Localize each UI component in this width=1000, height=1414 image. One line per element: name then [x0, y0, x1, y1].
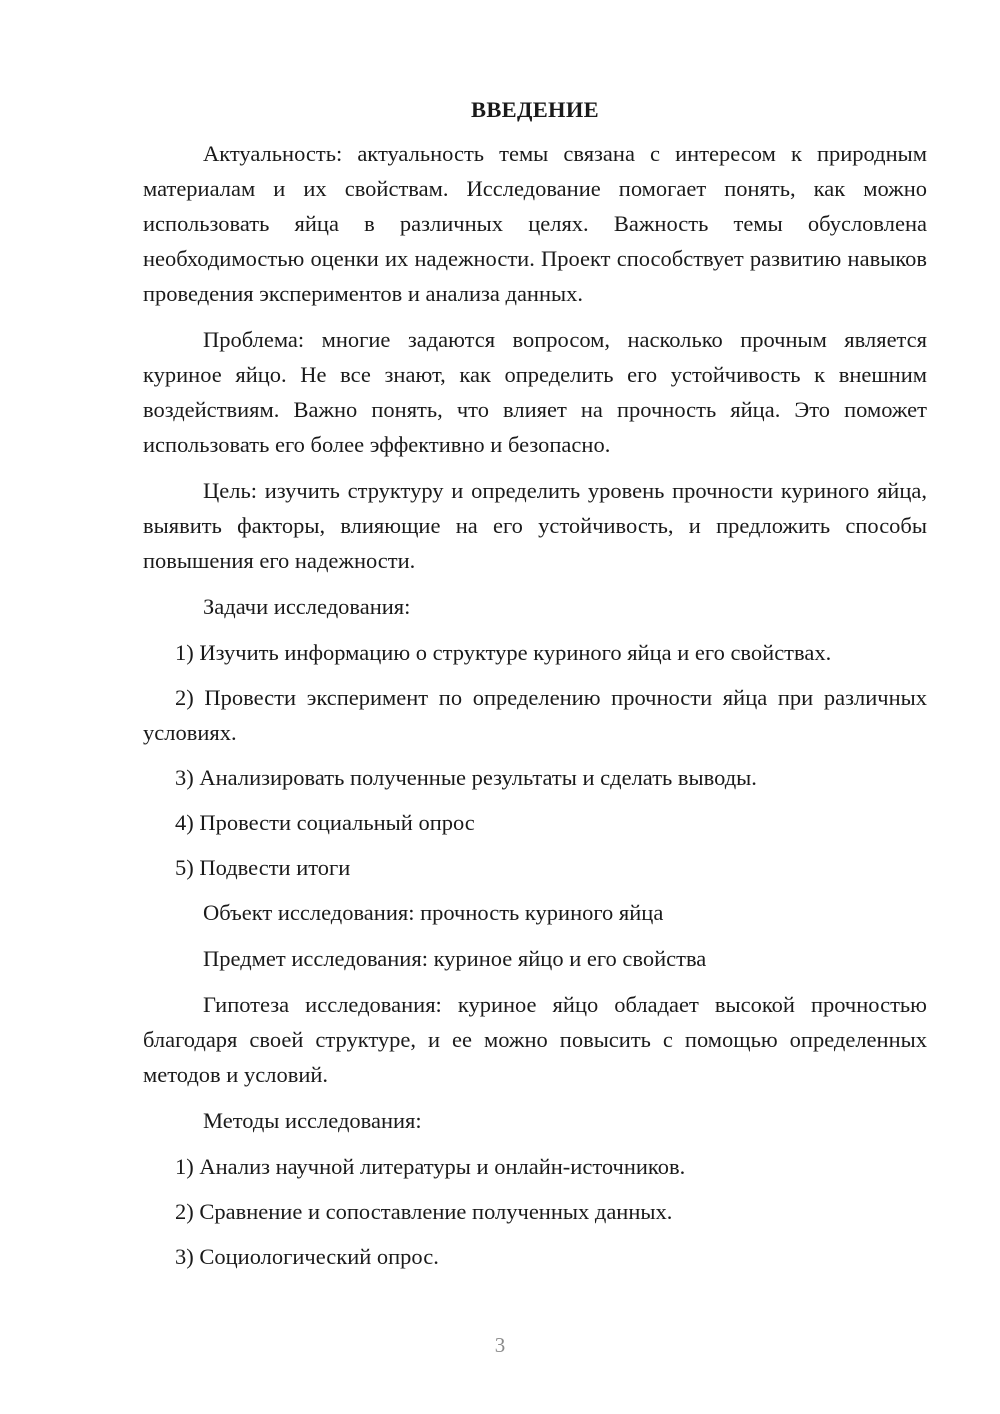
tasks-heading: Задачи исследования: [203, 594, 411, 619]
relevance-paragraph: Актуальность: актуальность темы связана с интересом к природным материалам и их свойствам. Исследование помогает понять, как можно использовать яйца в различных целях. Важность темы обусловлена необходимостью оценки их надежности. Проект способствует развитию навыков проведения экспериментов и анализа данных. [143, 141, 927, 306]
method-item: 3) Социологический опрос. [175, 1244, 439, 1269]
task-item: 4) Провести социальный опрос [175, 810, 475, 835]
page-number: 3 [494, 1333, 506, 1357]
subject-paragraph: Предмет исследования: куриное яйцо и его свойства [203, 946, 707, 971]
method-item: 2) Сравнение и сопоставление полученных данных. [175, 1199, 673, 1224]
hypothesis-paragraph: Гипотеза исследования: куриное яйцо обладает высокой прочностью благодаря своей структуре, и ее можно повысить с помощью определенных методов и условий. [143, 992, 927, 1087]
task-item: 2) Провести эксперимент по определению прочности яйца при различных условиях. [143, 685, 927, 745]
task-item: 1) Изучить информацию о структуре куриного яйца и его свойствах. [175, 640, 832, 665]
task-item: 3) Анализировать полученные результаты и сделать выводы. [175, 765, 757, 790]
problem-paragraph: Проблема: многие задаются вопросом, насколько прочным является куриное яйцо. Не все знают, как определить его устойчивость к внешним воздействиям. Важно понять, что влияет на прочность яйца. Это поможет использовать его более эффективно и безопасно. [143, 327, 927, 457]
method-item: 1) Анализ научной литературы и онлайн-источников. [175, 1154, 686, 1179]
page-content [143, 92, 927, 1284]
methods-heading: Методы исследования: [203, 1108, 422, 1133]
goal-paragraph: Цель: изучить структуру и определить уровень прочности куриного яйца, выявить факторы, влияющие на его устойчивость, и предложить способы повышения его надежности. [143, 478, 927, 573]
section-title: ВВЕДЕНИЕ [471, 97, 599, 122]
object-paragraph: Объект исследования: прочность куриного яйца [203, 900, 664, 925]
task-item: 5) Подвести итоги [175, 855, 351, 880]
